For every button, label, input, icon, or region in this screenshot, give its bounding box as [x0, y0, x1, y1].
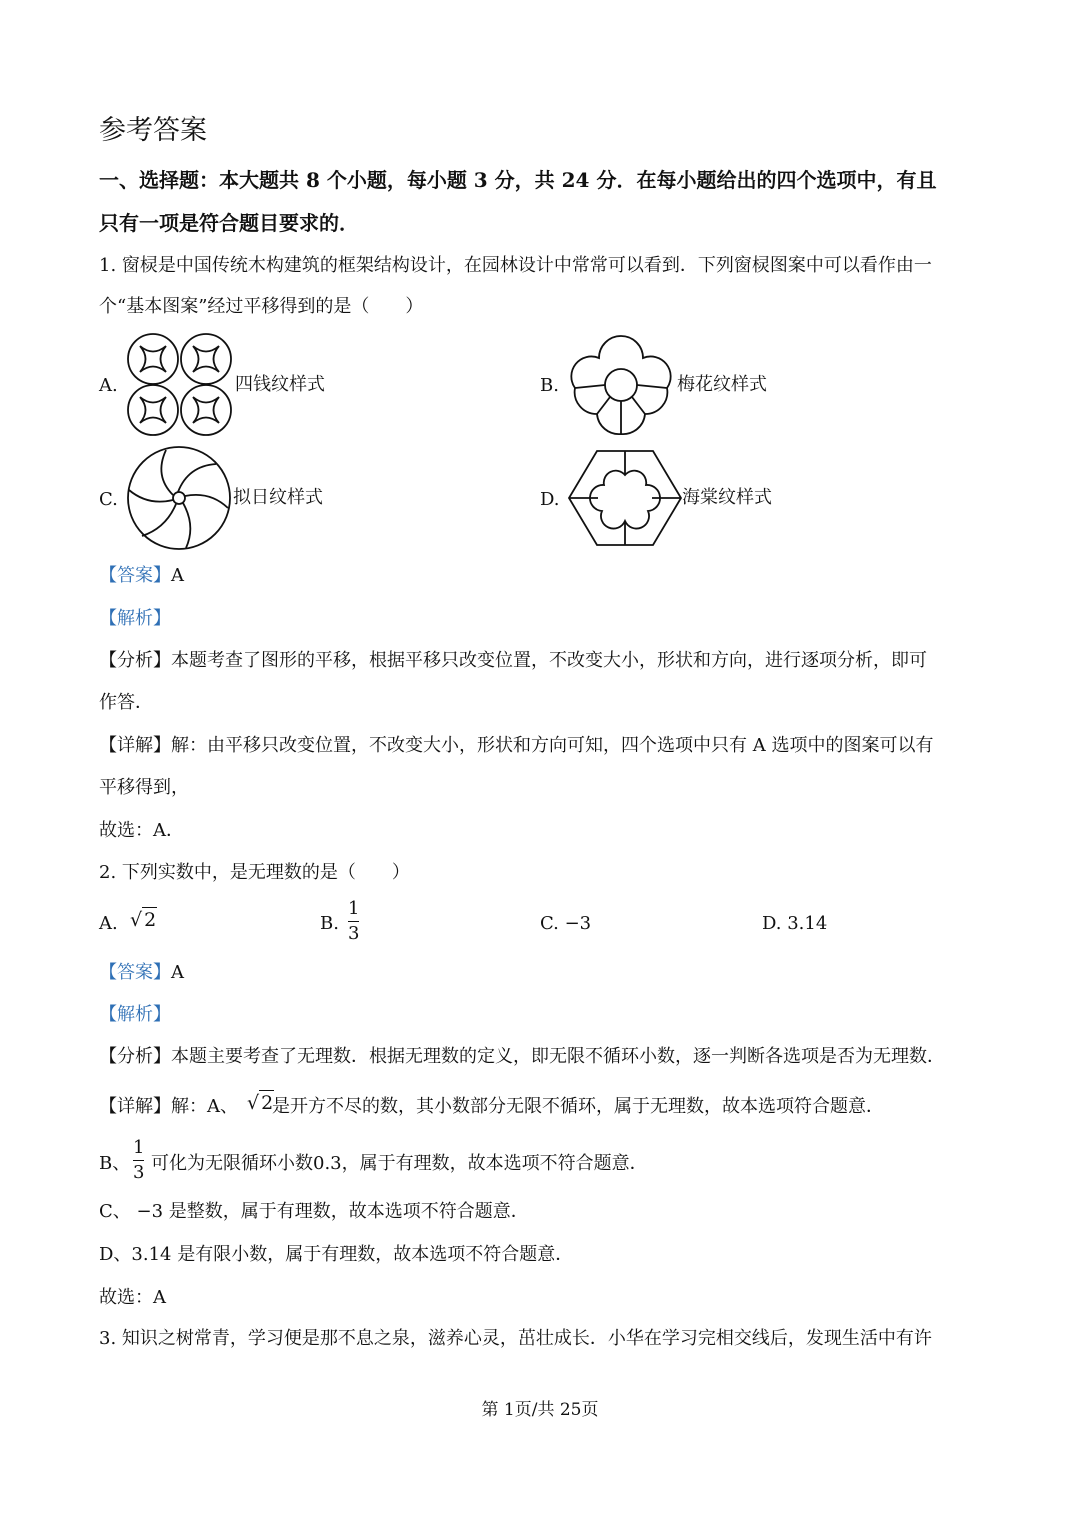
q3-stem-line1: 3. 知识之树常青，学习便是那不息之泉，滋养心灵，茁壮成长．小华在学习完相交线后，发现生活中有许: [99, 1328, 932, 1349]
q2-option-b-denominator: 3: [348, 923, 360, 944]
q2-xiangjie-pre: 解：A、: [171, 1096, 238, 1117]
begonia-pattern-icon: [568, 449, 682, 547]
q2-line-b-mid: 可化为无限循环小数: [151, 1153, 313, 1174]
q2-line-b-numerator: 1: [133, 1137, 145, 1158]
q2-line-d: D、3.14 是有限小数，属于有理数，故本选项不符合题意．: [99, 1244, 574, 1265]
q1-fenxi-tag: 【分析】: [99, 650, 171, 671]
plum-blossom-pattern-icon: [567, 332, 675, 436]
q1-option-d-label: 海棠纹样式: [682, 487, 772, 508]
q2-option-a-letter: A.: [99, 913, 118, 934]
q1-xiangjie-tag: 【详解】: [99, 735, 171, 756]
q1-option-d-letter: D.: [540, 489, 560, 510]
q2-xiangjie-post: 是开方不尽的数，其小数部分无限不循环，属于无理数，故本选项符合题意．: [272, 1096, 884, 1117]
q1-fenxi-line1: [99, 652, 927, 670]
q1-answer: [99, 567, 184, 585]
q2-option-b-numerator: 1: [348, 898, 360, 919]
q1-stem-line2: 个“基本图案”经过平移得到的是（ ）: [99, 296, 424, 317]
sun-pattern-icon: [126, 446, 232, 550]
q1-xiangjie-text: 解：由平移只改变位置，不改变大小，形状和方向可知，四个选项中只有 A 选项中的图案可以有: [171, 735, 934, 756]
q2-fenxi: [99, 1048, 945, 1066]
q1-fenxi-line2: 作答．: [99, 692, 153, 713]
q2-xiangjie-sqrt: √ 2: [247, 1092, 274, 1114]
q2-option-a-sqrt: √ 2: [130, 909, 157, 931]
q1-option-b-letter: B.: [540, 375, 559, 396]
q2-stem: 2. 下列实数中，是无理数的是（ ）: [99, 862, 410, 883]
section-header-line1: 一、选择题：本大题共 8 个小题，每小题 3 分，共 24 分．在每小题给出的四个选项中，有且: [99, 168, 937, 192]
q1-analysis-tag: 【解析】: [99, 608, 171, 629]
q2-analysis-tag: 【解析】: [99, 1004, 171, 1025]
q2-line-b-rest: [151, 1155, 648, 1173]
section-header-line2: 只有一项是符合题目要求的．: [99, 211, 359, 235]
q2-option-b-letter: B.: [320, 913, 339, 934]
q2-xiangjie-line1: [99, 1098, 884, 1116]
page-title: 参考答案: [99, 115, 207, 146]
q2-fenxi-text: 本题主要考查了无理数．根据无理数的定义，即无限不循环小数，逐一判断各选项是否为无理数．: [171, 1046, 945, 1067]
q2-option-d: D. 3.14: [762, 913, 828, 934]
q2-line-b-fraction: [133, 1139, 144, 1182]
page-footer: 第 1页/共 25页: [481, 1400, 599, 1420]
q1-option-c-letter: C.: [99, 489, 118, 510]
q1-stem-line1: 1. 窗棂是中国传统木构建筑的框架结构设计，在园林设计中常常可以看到．下列窗棂图案中可以看作由一: [99, 255, 932, 276]
q1-option-b-label: 梅花纹样式: [677, 374, 767, 395]
q2-line-b-post: ，属于有理数，故本选项不符合题意．: [341, 1153, 648, 1174]
q2-fenxi-tag: 【分析】: [99, 1046, 171, 1067]
q1-answer-tag: 【答案】: [99, 565, 171, 586]
q2-xiangjie-tag: 【详解】: [99, 1096, 171, 1117]
q2-answer: [99, 964, 184, 982]
q1-fenxi-text: 本题考查了图形的平移，根据平移只改变位置，不改变大小，形状和方向，进行逐项分析，即可: [171, 650, 927, 671]
q2-option-b-fraction: [348, 900, 359, 943]
q1-option-a-letter: A.: [99, 375, 118, 396]
q2-answer-tag: 【答案】: [99, 962, 171, 983]
q2-answer-value: A: [171, 962, 184, 983]
q1-option-c-label: 拟日纹样式: [233, 487, 323, 508]
q1-conclusion: 故选：A．: [99, 820, 184, 841]
q2-xiangjie-radicand: 2: [261, 1092, 274, 1114]
q1-xiangjie-line2: 平移得到，: [99, 777, 189, 798]
q2-line-b-decimal: 0.3: [313, 1153, 342, 1174]
q1-xiangjie-line1: [99, 737, 933, 755]
q2-option-a-radicand: 2: [144, 909, 157, 931]
q2-line-b-pre: B、: [99, 1153, 131, 1174]
q2-line-c: C、 −3 是整数，属于有理数，故本选项不符合题意．: [99, 1201, 529, 1222]
q1-answer-value: A: [171, 565, 184, 586]
q2-conclusion: 故选：A: [99, 1287, 166, 1308]
q2-line-b-denominator: 3: [133, 1162, 145, 1183]
q2-option-c: C. −3: [540, 913, 592, 934]
four-coins-pattern-icon: [126, 333, 234, 437]
q1-option-a-label: 四钱纹样式: [235, 374, 325, 395]
